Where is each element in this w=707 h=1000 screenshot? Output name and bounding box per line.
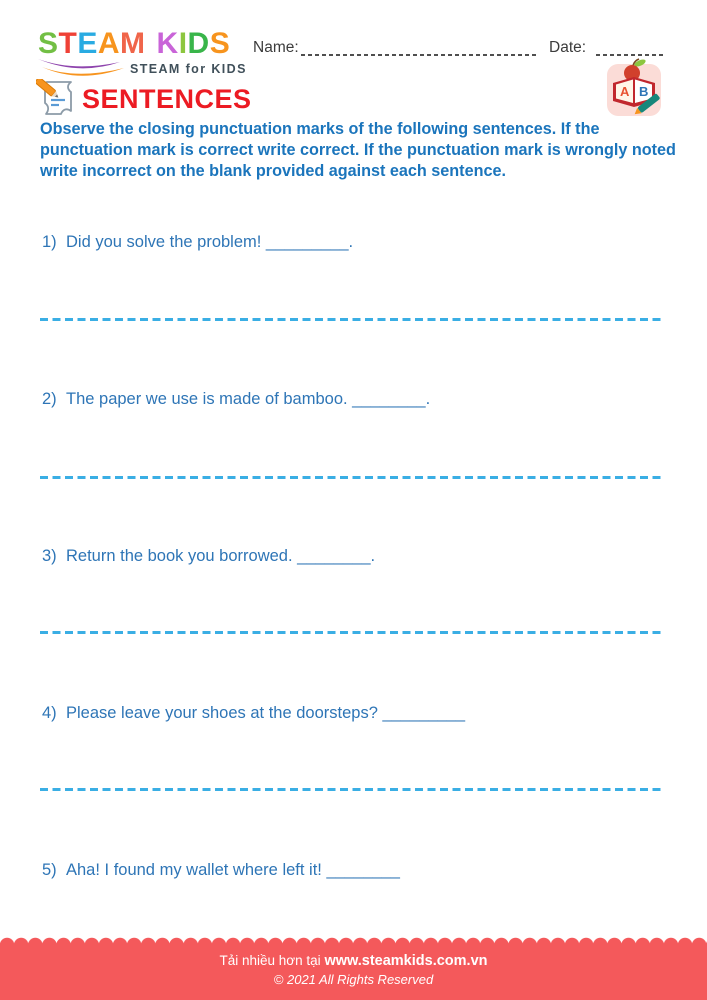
sentence-text[interactable]: Please leave your shoes at the doorsteps? _________: [66, 704, 466, 722]
dashed-separator: [40, 318, 665, 321]
sentence-item: [42, 861, 400, 880]
pencil-paper-icon: [36, 79, 78, 117]
logo-letter: T: [58, 27, 78, 60]
logo-letter: S: [38, 27, 59, 60]
svg-text:A: A: [620, 84, 630, 99]
logo-letter: M: [120, 27, 146, 60]
svg-text:B: B: [639, 84, 649, 99]
logo-letter: K: [156, 27, 179, 60]
logo-letter: I: [178, 27, 188, 60]
footer-scallop-edge: [0, 935, 707, 945]
sentence-item: [42, 233, 353, 252]
logo-swoosh-icon: [34, 56, 129, 80]
logo-letter: A: [97, 27, 121, 60]
instructions-text: Observe the closing punctuation marks of the following sentences. If the punctuation mark is correct write correct. If the punctuation mark is wrongly noted write incorrect on the blank provided against each sentence.: [40, 120, 676, 181]
abc-book-icon: [606, 56, 662, 120]
footer-website-link[interactable]: www.steamkids.com.vn: [324, 953, 488, 969]
page-title: SENTENCES: [82, 84, 252, 114]
name-label: Name:: [253, 39, 299, 56]
sentence-number: 3): [42, 547, 57, 565]
logo-letter: D: [187, 27, 210, 60]
sentence-number: 2): [42, 390, 57, 408]
footer-copyright: © 2021 All Rights Reserved: [273, 972, 434, 987]
dashed-separator: [40, 631, 665, 634]
dashed-separator: [40, 476, 665, 479]
date-label: Date:: [549, 39, 587, 56]
sentence-item: [42, 390, 430, 409]
logo-tagline: STEAM for KIDS: [130, 62, 247, 76]
sentence-number: 5): [42, 861, 57, 879]
sentence-number: 1): [42, 233, 57, 251]
dashed-separator: [40, 788, 665, 791]
sentence-text[interactable]: The paper we use is made of bamboo. ________.: [66, 390, 431, 408]
sentence-item: [42, 547, 375, 566]
sentence-text[interactable]: Aha! I found my wallet where left it! ________: [66, 861, 400, 879]
logo-letter: E: [77, 27, 98, 60]
sentence-text[interactable]: Did you solve the problem! _________.: [66, 233, 354, 251]
footer-band: [0, 945, 707, 1000]
logo-letter: S: [209, 27, 231, 60]
footer-prefix: Tải nhiều hơn tại: [219, 953, 321, 968]
name-blank-line[interactable]: [301, 54, 539, 56]
footer-download-text: [0, 945, 707, 969]
sentence-text[interactable]: Return the book you borrowed. ________.: [66, 547, 376, 565]
sentence-number: 4): [42, 704, 57, 722]
sentence-item: [42, 704, 465, 723]
